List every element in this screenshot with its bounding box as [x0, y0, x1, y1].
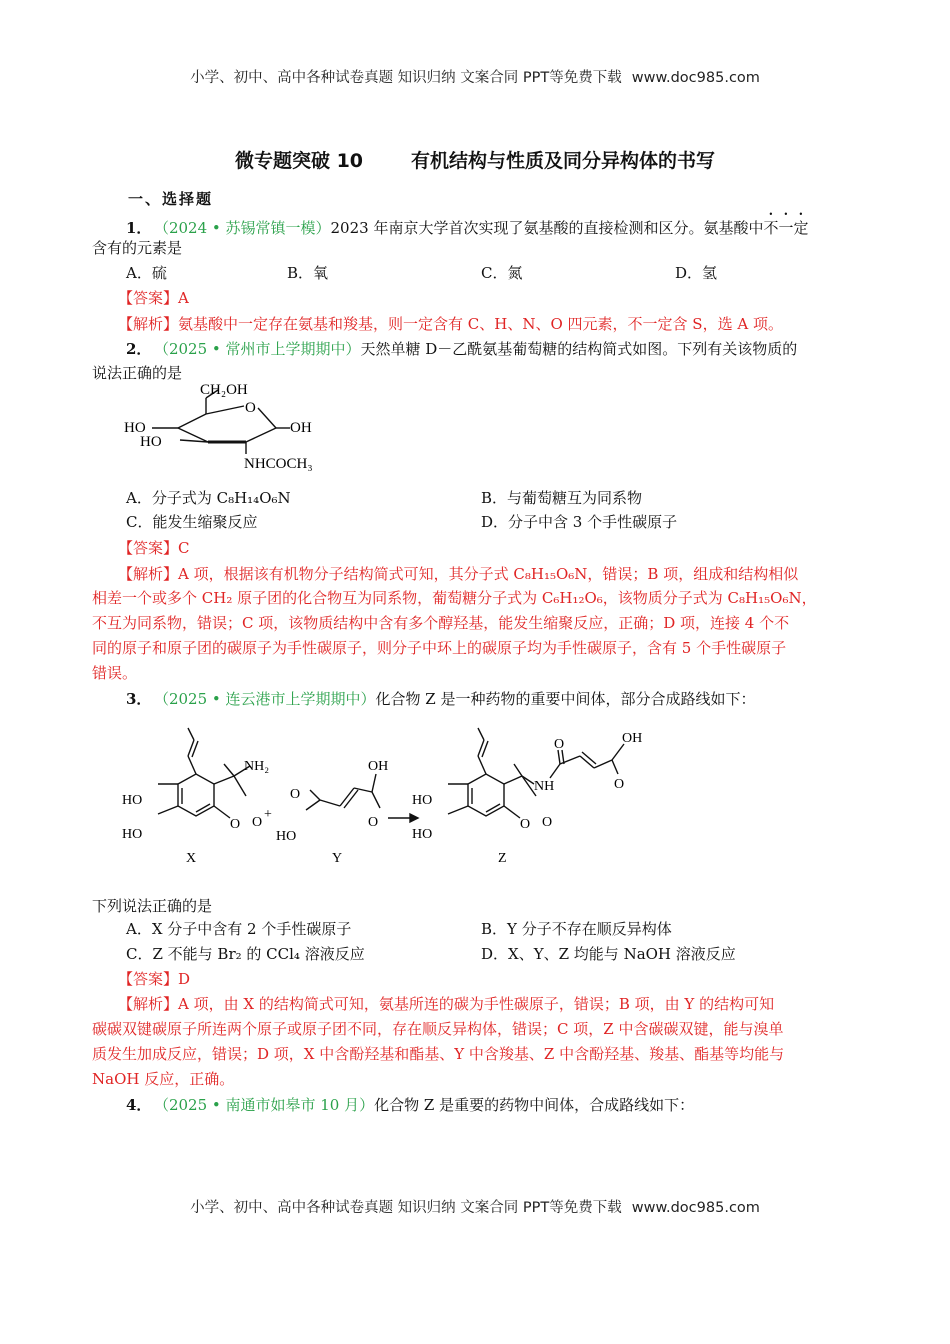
q2-answer — [118, 535, 888, 561]
z-ho-2: HO — [412, 827, 433, 842]
footer-text: 小学、初中、高中各种试卷真题 知识归纳 文案合同 PPT等免费下载 — [190, 1200, 622, 1216]
q3-analysis-line1 — [118, 991, 888, 1017]
q2-stem-a: 天然单糖 D－乙酰氨基葡萄糖的结构简式如图。下列有关该物质的 — [360, 340, 798, 358]
answer-tag: 【答案】 — [118, 289, 179, 307]
q1-stem-b: 含有的元素是 — [92, 239, 183, 257]
q4-source: （2025 • 南通市如皋市 10 月） — [161, 1096, 375, 1114]
q3-source: （2025 • 连云港市上学期期中） — [161, 690, 376, 708]
struct-ho-1: HO — [124, 420, 146, 436]
q1-analysis-text: 氨基酸中一定存在氨基和羧基，则一定含有 C、H、N、O 四元素，不一定含 S，选 A 项。 — [178, 315, 783, 333]
q3-option-b: B．Y 分子不存在顺反异构体 — [481, 920, 672, 938]
q2-number: 2． — [126, 340, 152, 358]
page-footer — [0, 1196, 950, 1217]
q3-stem — [126, 686, 896, 712]
q1-option-b: B．氧 — [287, 264, 329, 282]
q1-answer-value: A — [178, 289, 189, 307]
z-amide-o: O — [554, 737, 565, 752]
footer-site[interactable]: www.doc985.com — [631, 1200, 760, 1216]
q2-analysis-line4: 同的原子和原子团的碳原子为手性碳原子，则分子中环上的碳原子均为手性碳原子，含有 5 个手性碳原子 — [92, 639, 787, 657]
z-nh: NH — [534, 779, 555, 794]
compound-y-bonds — [306, 774, 380, 810]
q3-option-c: C．Z 不能与 Br₂ 的 CCl₄ 溶液反应 — [126, 945, 365, 963]
reaction-scheme — [118, 726, 678, 874]
answer-tag: 【答案】 — [118, 970, 179, 988]
q3-prompt: 下列说法正确的是 — [92, 897, 213, 915]
q2-stem-line1 — [126, 336, 896, 362]
x-nh2: NH₂ — [244, 759, 270, 774]
title-part1: 微专题突破 10 — [234, 150, 364, 172]
y-ho: HO — [276, 829, 297, 844]
analysis-tag: 【解析】 — [118, 565, 179, 583]
q2-analysis-line1 — [118, 561, 888, 587]
q2-analysis-line3: 不互为同系物，错误；C 项，该物质结构中含有多个醇羟基，能发生缩聚反应，正确；D 项，连接 4 个不 — [92, 614, 790, 632]
struct-ch2oh: CH₂OH — [200, 382, 248, 398]
glucosamine-structure — [118, 380, 338, 476]
q1-stem-emphasis: 不一定 — [763, 219, 809, 237]
analysis-tag: 【解析】 — [118, 995, 179, 1013]
q1-number: 1． — [126, 219, 152, 237]
q3-analysis-line2: 碳碳双键碳原子所连两个原子或原子团不同，存在顺反异构体，错误；C 项，Z 中含碳碳双键，能与溴单 — [92, 1020, 784, 1038]
q3-answer — [118, 966, 888, 992]
x-ho-1: HO — [122, 793, 143, 808]
q1-stem-a: 2023 年南京大学首次实现了氨基酸的直接检测和区分。氨基酸中 — [330, 219, 764, 237]
section-heading: 一、选择题 — [128, 190, 214, 208]
label-x: X — [186, 851, 197, 866]
q1-analysis — [118, 311, 888, 337]
x-ring-o: O — [230, 817, 241, 832]
q2-option-d: D．分子中含 3 个手性碳原子 — [481, 513, 678, 531]
q2-option-c: C．能发生缩聚反应 — [126, 513, 258, 531]
plus-sign: + — [264, 807, 272, 822]
q4-number: 4． — [126, 1096, 152, 1114]
q2-analysis-text-0: A 项，根据该有机物分子结构简式可知，其分子式 C₈H₁₅O₆N，错误；B 项，组成和结构相似 — [178, 565, 799, 583]
z-ring-o: O — [520, 817, 531, 832]
struct-nhcoch3: NHCOCH₃ — [244, 456, 313, 472]
q1-source: （2024 • 苏锡常镇一模） — [161, 219, 331, 237]
label-z: Z — [498, 851, 507, 866]
compound-z-bonds — [448, 728, 624, 818]
y-o-2: O — [368, 815, 379, 830]
z-acid-o: O — [614, 777, 625, 792]
struct-ring-o: O — [245, 400, 256, 416]
y-o-1: O — [290, 787, 301, 802]
q1-option-a: A．硫 — [126, 264, 167, 282]
q1-answer — [118, 285, 888, 311]
q3-analysis-line3: 质发生加成反应，错误；D 项，X 中含酚羟基和酯基、Y 中含羧基、Z 中含酚羟基、羧基、酯基等均能与 — [92, 1045, 785, 1063]
z-oh: OH — [622, 731, 643, 746]
q1-option-c: C．氮 — [481, 264, 523, 282]
q2-stem-b: 说法正确的是 — [92, 364, 183, 382]
q3-stem-text: 化合物 Z 是一种药物的重要中间体，部分合成路线如下： — [375, 690, 756, 708]
q2-analysis-line5: 错误。 — [92, 664, 138, 682]
struct-ho-2: HO — [140, 434, 162, 450]
page-header — [0, 66, 950, 87]
q4-stem — [126, 1092, 896, 1118]
q3-analysis-line4: NaOH 反应，正确。 — [92, 1070, 235, 1088]
x-carbonyl-o: O — [252, 815, 263, 830]
q1-option-d: D．氢 — [675, 264, 718, 282]
q3-option-a: A．X 分子中含有 2 个手性碳原子 — [126, 920, 352, 938]
header-site[interactable]: www.doc985.com — [631, 70, 760, 86]
answer-tag: 【答案】 — [118, 539, 179, 557]
x-ho-2: HO — [122, 827, 143, 842]
z-carbonyl-o: O — [542, 815, 553, 830]
q3-analysis-text-0: A 项，由 X 的结构简式可知，氨基所连的碳为手性碳原子，错误；B 项，由 Y 的结构可知 — [178, 995, 775, 1013]
q3-option-d: D．X、Y、Z 均能与 NaOH 溶液反应 — [481, 945, 736, 963]
q4-stem-text: 化合物 Z 是重要的药物中间体，合成路线如下： — [374, 1096, 695, 1114]
z-ho-1: HO — [412, 793, 433, 808]
reaction-arrow — [388, 814, 418, 822]
q2-answer-value: C — [178, 539, 190, 557]
q2-source: （2025 • 常州市上学期期中） — [161, 340, 361, 358]
struct-oh: OH — [290, 420, 312, 436]
q2-option-a: A．分子式为 C₈H₁₄O₆N — [126, 489, 291, 507]
y-oh: OH — [368, 759, 389, 774]
q3-answer-value: D — [178, 970, 191, 988]
title-part2: 有机结构与性质及同分异构体的书写 — [411, 150, 716, 172]
analysis-tag: 【解析】 — [118, 315, 179, 333]
header-text: 小学、初中、高中各种试卷真题 知识归纳 文案合同 PPT等免费下载 — [190, 70, 622, 86]
label-y: Y — [332, 851, 343, 866]
q2-option-b: B．与葡萄糖互为同系物 — [481, 489, 643, 507]
compound-x-bonds — [158, 728, 250, 818]
q2-analysis-line2: 相差一个或多个 CH₂ 原子团的化合物互为同系物，葡萄糖分子式为 C₆H₁₂O₆，该物质分子式为 C₈H₁₅O₆N， — [92, 589, 817, 607]
q3-number: 3． — [126, 690, 152, 708]
page-title — [0, 146, 950, 173]
